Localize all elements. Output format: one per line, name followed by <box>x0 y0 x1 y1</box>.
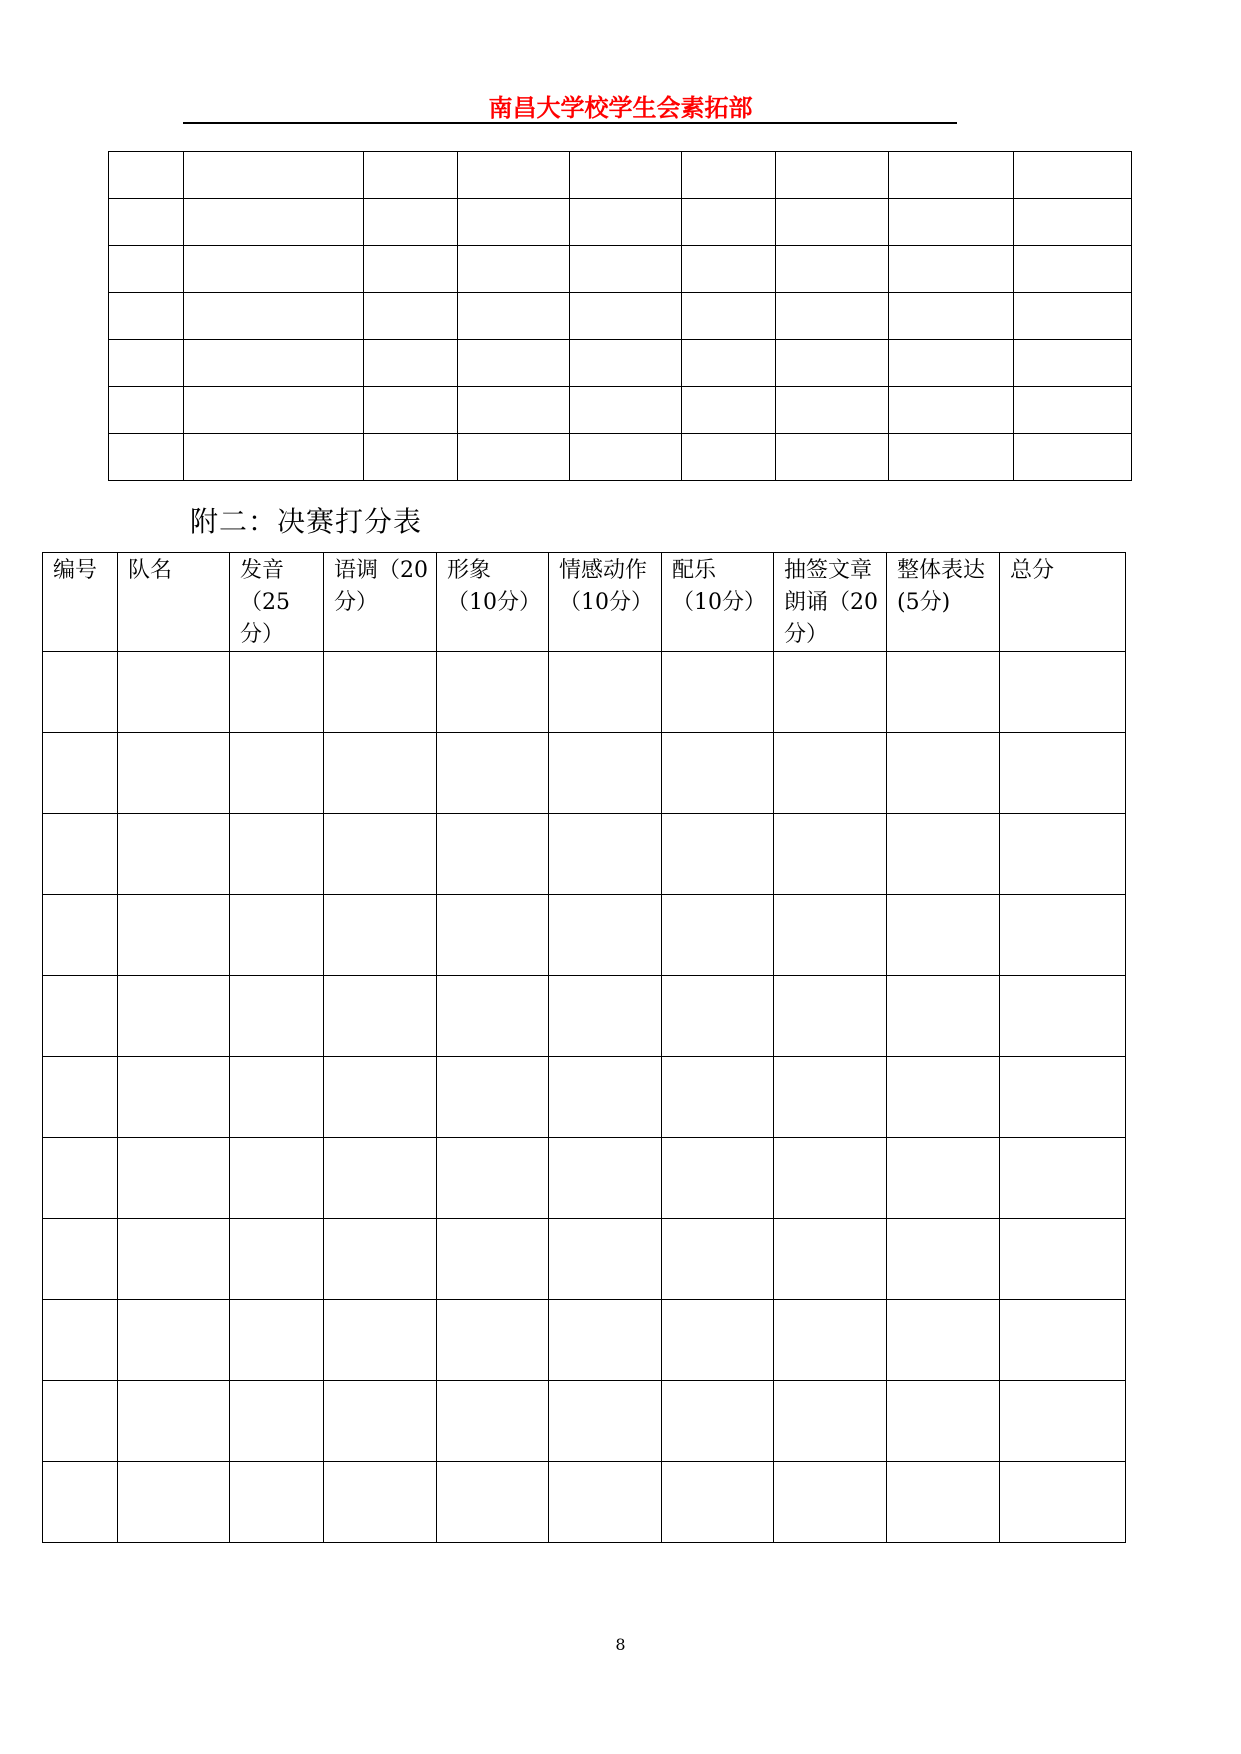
col-header-appearance: 形象（10分） <box>437 553 549 652</box>
table-cell <box>230 1138 324 1219</box>
table-cell <box>662 1381 774 1462</box>
table-cell <box>549 976 662 1057</box>
table-cell <box>230 1219 324 1300</box>
prelim-blank-table <box>108 151 1132 481</box>
table-header-row <box>43 553 1126 652</box>
table-cell <box>1000 1462 1126 1543</box>
table-cell <box>324 1381 437 1462</box>
table-row <box>43 814 1126 895</box>
table-cell <box>458 387 570 434</box>
table-cell <box>662 1300 774 1381</box>
table-cell <box>549 895 662 976</box>
table-cell <box>549 1381 662 1462</box>
table-cell <box>184 152 364 199</box>
col-header-number: 编号 <box>43 553 118 652</box>
table-cell <box>776 340 889 387</box>
table-row <box>109 340 1132 387</box>
table-cell <box>887 976 1000 1057</box>
table-cell <box>118 1219 230 1300</box>
table-cell <box>109 434 184 481</box>
table-cell <box>662 652 774 733</box>
table-cell <box>682 152 776 199</box>
table-cell <box>1014 340 1132 387</box>
table-cell <box>458 152 570 199</box>
table-cell <box>324 1219 437 1300</box>
table-cell <box>458 293 570 340</box>
table-cell <box>324 1462 437 1543</box>
table-cell <box>324 814 437 895</box>
table-cell <box>1000 652 1126 733</box>
table-cell <box>570 246 682 293</box>
table-cell <box>887 652 1000 733</box>
table-cell <box>184 340 364 387</box>
table-row <box>43 895 1126 976</box>
table-cell <box>887 1462 1000 1543</box>
table-cell <box>43 1300 118 1381</box>
table-cell <box>889 434 1014 481</box>
table-cell <box>458 246 570 293</box>
table-cell <box>776 387 889 434</box>
table-cell <box>1014 387 1132 434</box>
table-cell <box>437 1057 549 1138</box>
table-cell <box>364 246 458 293</box>
table-cell <box>570 340 682 387</box>
table-cell <box>889 293 1014 340</box>
table-cell <box>437 733 549 814</box>
table-row <box>43 652 1126 733</box>
section-title: 附二：决赛打分表 <box>190 505 423 538</box>
table-cell <box>43 1462 118 1543</box>
table-cell <box>682 293 776 340</box>
col-header-overall: 整体表达(5分) <box>887 553 1000 652</box>
table-cell <box>230 1381 324 1462</box>
col-header-draw-reading: 抽签文章朗诵（20分） <box>774 553 887 652</box>
table-cell <box>230 733 324 814</box>
table-cell <box>43 1138 118 1219</box>
table-cell <box>682 340 776 387</box>
table-row <box>109 293 1132 340</box>
table-cell <box>1000 976 1126 1057</box>
table-row <box>43 1138 1126 1219</box>
table-cell <box>774 814 887 895</box>
table-cell <box>364 340 458 387</box>
table-cell <box>437 1381 549 1462</box>
table-cell <box>774 652 887 733</box>
table-cell <box>549 1462 662 1543</box>
table-cell <box>118 652 230 733</box>
table-cell <box>570 434 682 481</box>
table-cell <box>43 895 118 976</box>
table-cell <box>887 814 1000 895</box>
table-cell <box>662 1219 774 1300</box>
table-cell <box>887 1057 1000 1138</box>
table-cell <box>118 1462 230 1543</box>
table-cell <box>230 1057 324 1138</box>
table-cell <box>682 387 776 434</box>
table-cell <box>1014 434 1132 481</box>
table-cell <box>109 340 184 387</box>
table-cell <box>662 1462 774 1543</box>
table-cell <box>184 199 364 246</box>
table-cell <box>118 1300 230 1381</box>
table-cell <box>437 1138 549 1219</box>
table-cell <box>230 652 324 733</box>
table-cell <box>662 1057 774 1138</box>
table-cell <box>437 895 549 976</box>
table-cell <box>776 199 889 246</box>
table-cell <box>1000 1219 1126 1300</box>
table-cell <box>774 1138 887 1219</box>
table-cell <box>324 895 437 976</box>
table-cell <box>109 387 184 434</box>
table-cell <box>109 199 184 246</box>
table-cell <box>889 340 1014 387</box>
table-cell <box>1000 1057 1126 1138</box>
table-cell <box>364 387 458 434</box>
table-cell <box>549 814 662 895</box>
table-cell <box>43 652 118 733</box>
table-cell <box>774 733 887 814</box>
col-header-pronunciation: 发音（25分） <box>230 553 324 652</box>
table-row <box>43 1219 1126 1300</box>
col-header-total: 总分 <box>1000 553 1126 652</box>
col-header-intonation: 语调（20分） <box>324 553 437 652</box>
table-cell <box>109 293 184 340</box>
table-cell <box>184 293 364 340</box>
table-cell <box>437 814 549 895</box>
table-cell <box>889 199 1014 246</box>
table-cell <box>437 1219 549 1300</box>
table-row <box>109 434 1132 481</box>
table-cell <box>118 814 230 895</box>
table-cell <box>682 199 776 246</box>
table-cell <box>458 340 570 387</box>
table-cell <box>887 1381 1000 1462</box>
page-number: 8 <box>615 1635 626 1654</box>
table-cell <box>887 1138 1000 1219</box>
table-cell <box>889 246 1014 293</box>
table-cell <box>324 1057 437 1138</box>
table-cell <box>774 895 887 976</box>
table-cell <box>184 246 364 293</box>
table-cell <box>184 387 364 434</box>
table-cell <box>1000 895 1126 976</box>
table-cell <box>887 1300 1000 1381</box>
table-cell <box>184 434 364 481</box>
table-cell <box>774 1462 887 1543</box>
table-cell <box>109 246 184 293</box>
table-cell <box>437 1462 549 1543</box>
table-cell <box>1014 199 1132 246</box>
table-cell <box>43 1381 118 1462</box>
table-cell <box>774 1057 887 1138</box>
table-cell <box>549 1300 662 1381</box>
table-cell <box>1000 1381 1126 1462</box>
table-cell <box>109 152 184 199</box>
table-cell <box>549 652 662 733</box>
table-cell <box>682 434 776 481</box>
table-cell <box>324 652 437 733</box>
table-cell <box>230 1300 324 1381</box>
table-cell <box>776 152 889 199</box>
table-cell <box>549 733 662 814</box>
table-cell <box>774 1219 887 1300</box>
table-cell <box>1014 152 1132 199</box>
table-cell <box>570 152 682 199</box>
table-cell <box>1000 1300 1126 1381</box>
table-cell <box>889 152 1014 199</box>
table-cell <box>230 1462 324 1543</box>
table-cell <box>1000 733 1126 814</box>
table-cell <box>889 387 1014 434</box>
table-cell <box>118 976 230 1057</box>
table-row <box>43 1300 1126 1381</box>
final-score-table <box>42 552 1126 1543</box>
table-cell <box>570 293 682 340</box>
table-cell <box>549 1138 662 1219</box>
table-cell <box>662 733 774 814</box>
table-cell <box>776 434 889 481</box>
table-row <box>109 246 1132 293</box>
table-cell <box>364 293 458 340</box>
table-cell <box>887 733 1000 814</box>
table-cell <box>437 1300 549 1381</box>
table-cell <box>662 895 774 976</box>
table-cell <box>230 814 324 895</box>
table-cell <box>887 895 1000 976</box>
table-cell <box>662 976 774 1057</box>
table-cell <box>43 733 118 814</box>
table-cell <box>230 976 324 1057</box>
table-cell <box>1000 814 1126 895</box>
table-cell <box>364 434 458 481</box>
table-row <box>109 387 1132 434</box>
col-header-emotion-gesture: 情感动作（10分） <box>549 553 662 652</box>
table-cell <box>364 199 458 246</box>
table-cell <box>570 387 682 434</box>
header-title: 南昌大学校学生会素拓部 <box>488 94 753 122</box>
table-cell <box>437 976 549 1057</box>
table-cell <box>324 1138 437 1219</box>
col-header-team: 队名 <box>118 553 230 652</box>
table-cell <box>776 293 889 340</box>
table-cell <box>549 1219 662 1300</box>
table-cell <box>776 246 889 293</box>
header-rule <box>183 122 957 124</box>
table-cell <box>549 1057 662 1138</box>
table-cell <box>324 976 437 1057</box>
table-cell <box>324 733 437 814</box>
table-cell <box>458 434 570 481</box>
table-cell <box>774 1300 887 1381</box>
table-cell <box>1000 1138 1126 1219</box>
table-row <box>43 1462 1126 1543</box>
table-cell <box>458 199 570 246</box>
table-cell <box>230 895 324 976</box>
table-cell <box>43 1057 118 1138</box>
col-header-music: 配乐（10分） <box>662 553 774 652</box>
table-cell <box>774 976 887 1057</box>
table-cell <box>1014 293 1132 340</box>
table-cell <box>682 246 776 293</box>
table-cell <box>118 895 230 976</box>
table-cell <box>364 152 458 199</box>
table-cell <box>118 1057 230 1138</box>
table-row <box>43 1381 1126 1462</box>
table-cell <box>437 652 549 733</box>
table-cell <box>774 1381 887 1462</box>
table-cell <box>118 733 230 814</box>
table-cell <box>118 1381 230 1462</box>
table-row <box>43 976 1126 1057</box>
table-cell <box>118 1138 230 1219</box>
table-row <box>109 152 1132 199</box>
table-cell <box>324 1300 437 1381</box>
table-row <box>43 733 1126 814</box>
table-cell <box>662 814 774 895</box>
table-cell <box>662 1138 774 1219</box>
table-cell <box>43 1219 118 1300</box>
table-cell <box>1014 246 1132 293</box>
table-cell <box>43 814 118 895</box>
table-cell <box>43 976 118 1057</box>
table-row <box>109 199 1132 246</box>
table-row <box>43 1057 1126 1138</box>
table-cell <box>887 1219 1000 1300</box>
table-cell <box>570 199 682 246</box>
